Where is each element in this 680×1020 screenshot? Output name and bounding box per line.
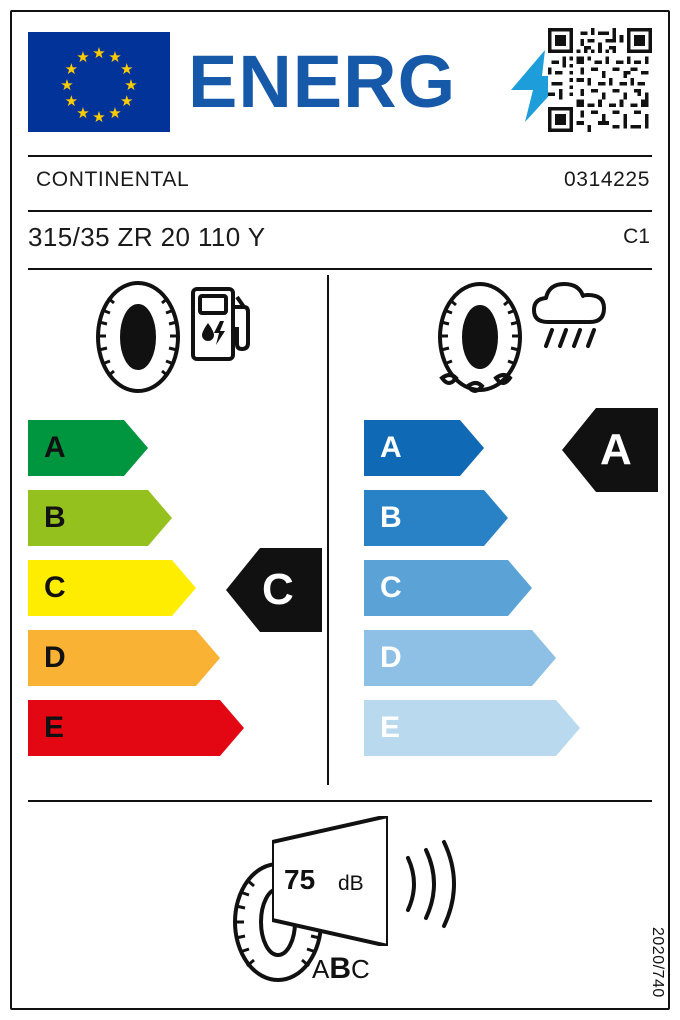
tyre-size: 315/35 ZR 20 110 Y: [28, 222, 266, 252]
noise-unit: dB: [338, 872, 364, 895]
divider-vertical: [327, 275, 329, 785]
qr-code-icon: [548, 28, 652, 132]
label-header: [28, 28, 652, 138]
tyre-class: C1: [623, 225, 650, 248]
eu-flag-icon: ★ ★ ★ ★ ★ ★ ★ ★ ★ ★ ★ ★: [28, 32, 170, 132]
divider-size: [28, 268, 652, 270]
fuel-pump-icon: [190, 283, 252, 363]
noise-class-scale: [312, 952, 370, 986]
wet-grade-letter-d: D: [380, 641, 402, 674]
tyre-icon-fuel: [88, 280, 188, 395]
wet-grade-letter-b: B: [380, 501, 402, 534]
regulation-date: 2020/740: [649, 927, 666, 998]
fuel-grade-letter-e: E: [44, 711, 65, 744]
divider-brand: [28, 210, 652, 212]
sound-waves-icon: [400, 832, 456, 936]
fuel-rating-letter: C: [262, 565, 294, 614]
divider-noise: [28, 800, 652, 802]
fuel-grade-letter-b: B: [44, 501, 66, 534]
noise-value: 75: [284, 864, 316, 895]
noise-class-a: A: [312, 954, 330, 984]
noise-class-active: B: [329, 952, 352, 985]
noise-class-c: C: [351, 954, 370, 984]
page-title: ENERG: [188, 40, 457, 123]
wet-rating-letter: A: [600, 425, 632, 474]
wet-grade-letter-a: A: [380, 431, 402, 464]
tyre-splash-icon: [430, 282, 530, 400]
fuel-grade-letter-a: A: [44, 431, 66, 464]
rain-cloud-icon: [528, 278, 610, 354]
divider-top: [28, 155, 652, 157]
wet-grade-letter-c: C: [380, 571, 402, 604]
brand-row: [28, 168, 652, 206]
fuel-grade-letter-d: D: [44, 641, 66, 674]
wet-grade-letter-e: E: [380, 711, 401, 744]
fuel-grade-letter-c: C: [44, 571, 66, 604]
brand-name: CONTINENTAL: [36, 168, 190, 191]
tyre-size-row: [28, 222, 652, 262]
brand-code: 0314225: [564, 168, 650, 191]
